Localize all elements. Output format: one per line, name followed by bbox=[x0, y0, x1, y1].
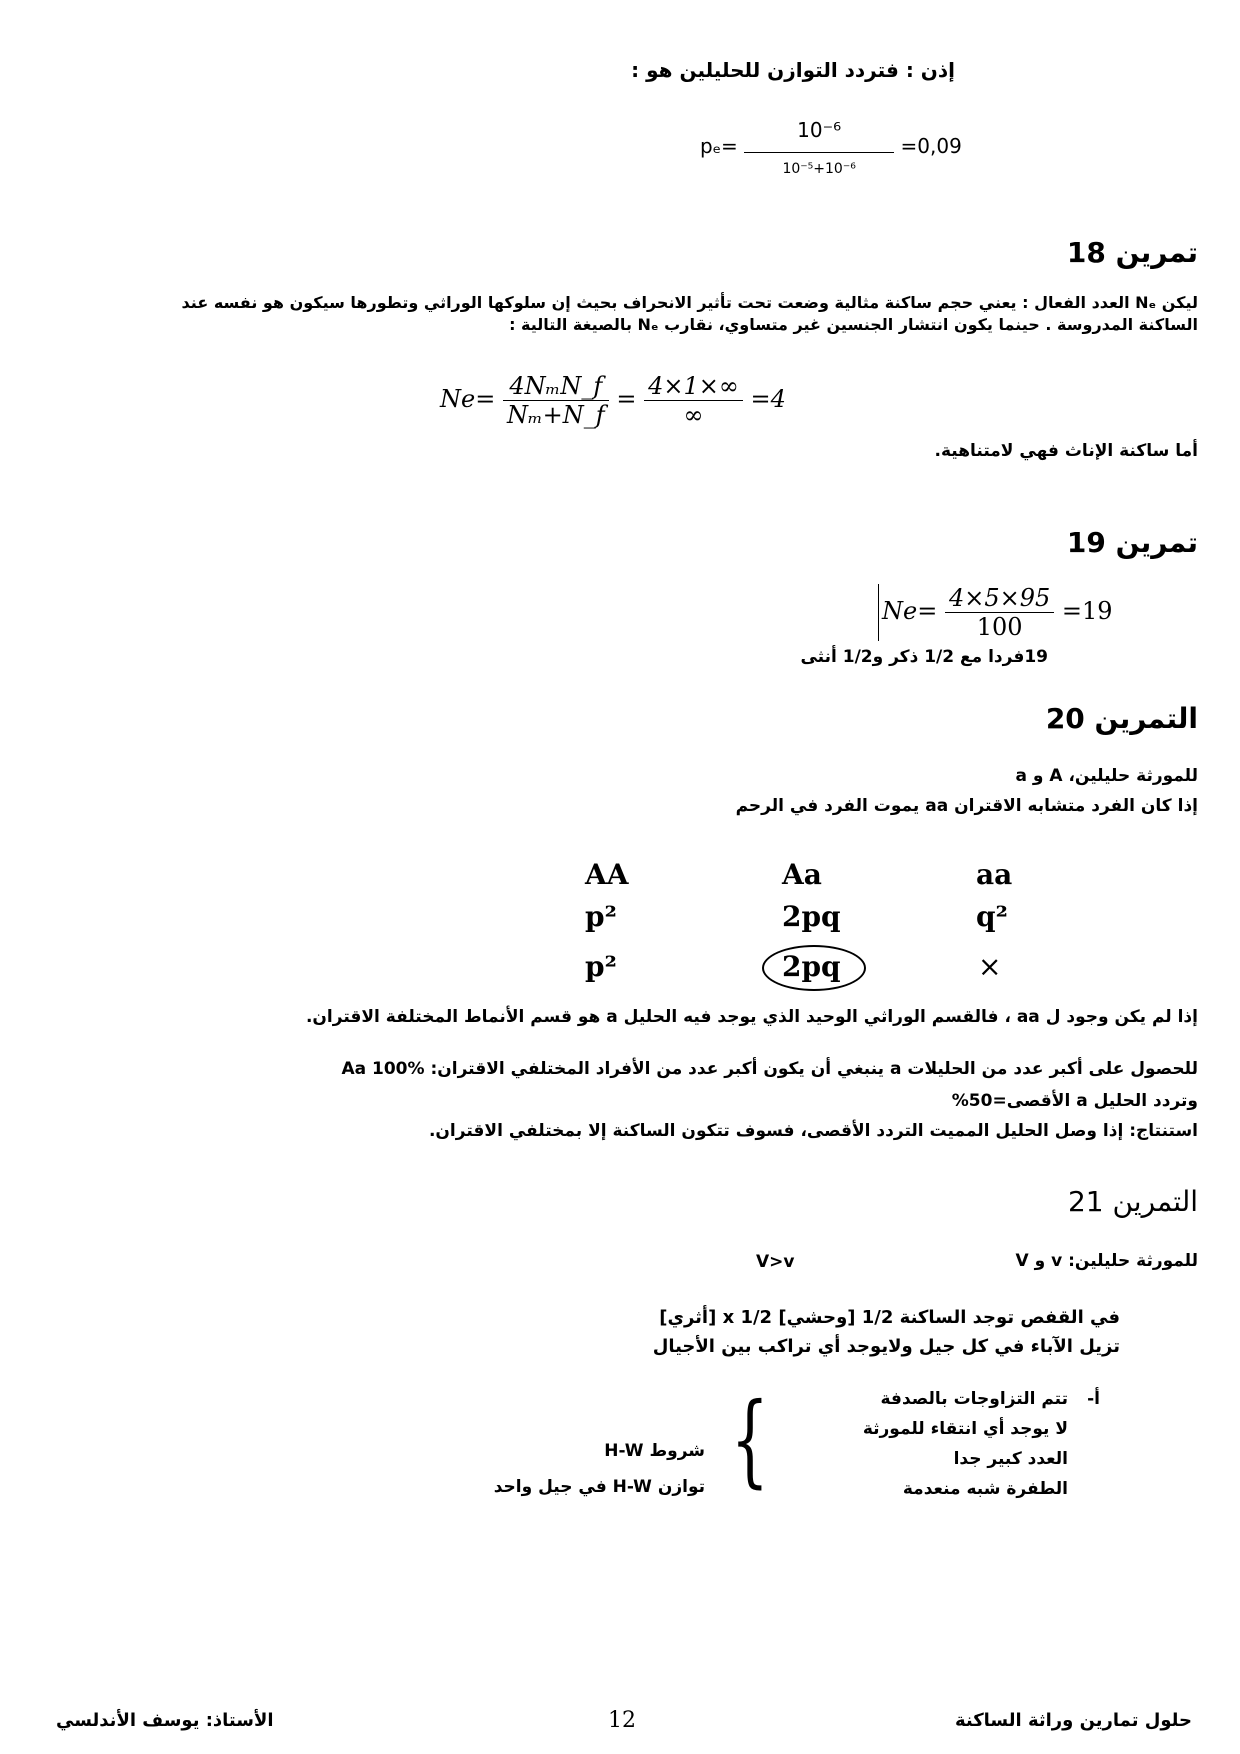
ex21-line1: للمورثة حليلين: v و V bbox=[1015, 1251, 1198, 1271]
ex21-result1: شروط H-W bbox=[604, 1441, 705, 1461]
pe-numerator: 10⁻⁶ bbox=[744, 118, 894, 153]
intro-line: إذن : فتردد التوازن للحليلين هو : bbox=[631, 58, 955, 82]
footer-title: حلول تمارين وراثة الساكنة bbox=[954, 1710, 1192, 1731]
ex21-cond-4: الطفرة شبه منعدمة bbox=[902, 1479, 1068, 1499]
gt-h-Aa: Aa bbox=[782, 858, 822, 891]
ex21-result2: توازن H-W في جيل واحد bbox=[493, 1477, 705, 1497]
ex19-num: 4×5×95 bbox=[945, 584, 1054, 613]
gt-r2-c2: 2pq bbox=[782, 950, 841, 983]
gt-circle bbox=[762, 945, 866, 991]
gt-r1-c3: q² bbox=[976, 900, 1008, 933]
pe-formula bbox=[700, 118, 962, 177]
pe-result: =0,09 bbox=[900, 134, 962, 158]
ex18-rhs: =4 bbox=[750, 385, 786, 413]
ex20-line2: إذا كان الفرد متشابه الاقتران aa يموت الفرد في الرحم bbox=[735, 796, 1198, 816]
ex20-title: التمرين 20 bbox=[1045, 702, 1198, 735]
ex18-num2: 4×1×∞ bbox=[644, 372, 743, 401]
ex19-text: 19فردا مع 1/2 ذكر و1/2 أنثى bbox=[800, 647, 1048, 667]
ex19-frac bbox=[945, 584, 1054, 641]
gt-r2-c1: p² bbox=[585, 950, 617, 983]
ex19-formula bbox=[878, 584, 1113, 641]
gt-h-aa: aa bbox=[976, 858, 1013, 891]
ex18-paragraph: ليكن Nₑ العدد الفعال : يعني حجم ساكنة مثالية وضعت تحت تأثير الانحراف بحيث إن سلوكها الوراثي وتطورها سيكون هو نفسه عند الساكنة المدروسة . حينما يكون انتشار الجنسين غير متساوي، نقارب Nₑ بالصيغة التالية : bbox=[181, 293, 1198, 335]
ex21-cond-1: تتم التزاوجات بالصدفة bbox=[880, 1389, 1068, 1409]
gt-r1-c2: 2pq bbox=[782, 900, 841, 933]
ex18-lhs: Ne= bbox=[440, 385, 496, 413]
pe-label: pₑ= bbox=[700, 134, 738, 158]
ex18-num1: 4NₘN_f bbox=[503, 372, 609, 401]
ex18-title: تمرين 18 bbox=[1066, 236, 1198, 269]
ex20-line5: وتردد الحليل a الأقصى=50% bbox=[951, 1091, 1198, 1111]
ex19-lhs: Ne= bbox=[882, 597, 938, 625]
ex20-line1: للمورثة حليلين، A و a bbox=[1015, 766, 1198, 786]
ex21-relation: V>v bbox=[756, 1252, 795, 1272]
gt-r1-c1: p² bbox=[585, 900, 617, 933]
ex20-line3: إذا لم يكن وجود ل aa ، فالقسم الوراثي الوحيد الذي يوجد فيه الحليل a هو قسم الأنماط المختلفة الاقتران. bbox=[305, 1007, 1198, 1027]
ex18-frac1 bbox=[503, 372, 609, 429]
ex18-den1: Nₘ+N_f bbox=[506, 401, 605, 429]
gt-h-AA: AA bbox=[585, 858, 629, 891]
ex21-cond-2: لا يوجد أي انتقاء للمورثة bbox=[862, 1419, 1068, 1439]
ex21-line3: تزيل الآباء في كل جيل ولايوجد أي تراكب بين الأجيال bbox=[652, 1336, 1120, 1357]
ex18-formula bbox=[440, 372, 786, 429]
ex21-title: التمرين 21 bbox=[1067, 1185, 1198, 1218]
ex18-eq: = bbox=[616, 385, 637, 413]
footer-author: الأستاذ: يوسف الأندلسي bbox=[56, 1710, 274, 1731]
page-number: 12 bbox=[608, 1708, 636, 1733]
ex21-cond-3: العدد كبير جدا bbox=[953, 1449, 1068, 1469]
gt-r2-c3: × bbox=[978, 950, 1002, 983]
pe-fraction bbox=[744, 118, 894, 177]
ex19-rhs: =19 bbox=[1061, 597, 1113, 625]
ex20-line4: للحصول على أكبر عدد من الحليلات a ينبغي أن يكون أكبر عدد من الأفراد المختلفي الاقتران: Aa 100% bbox=[341, 1059, 1198, 1079]
ex18-frac2 bbox=[644, 372, 743, 429]
ex21-list-marker: أ- bbox=[1087, 1389, 1100, 1409]
ex18-conclusion: أما ساكنة الإناث فهي لامتناهية. bbox=[934, 441, 1198, 461]
pe-denominator: 10⁻⁵+10⁻⁶ bbox=[782, 161, 856, 177]
ex19-den: 100 bbox=[976, 613, 1023, 641]
ex20-line6: استنتاج: إذا وصل الحليل المميت التردد الأقصى، فسوف تتكون الساكنة إلا بمختلفي الاقتران. bbox=[428, 1121, 1198, 1141]
ex21-line2: في القفص توجد الساكنة 1/2 [وحشي] x 1/2 [أثري] bbox=[659, 1307, 1120, 1328]
ex19-title: تمرين 19 bbox=[1066, 526, 1198, 559]
ex18-den2: ∞ bbox=[683, 401, 704, 429]
brace: { bbox=[730, 1381, 769, 1498]
